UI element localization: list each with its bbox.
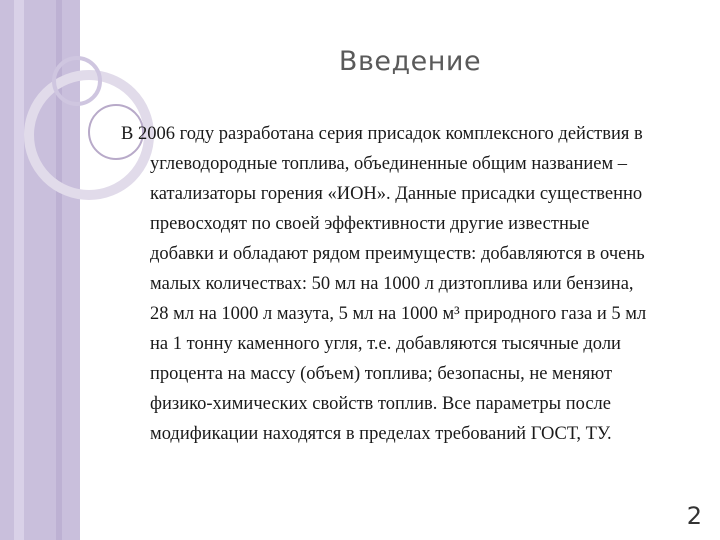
- body-line: модификации находятся в пределах требований ГОСТ, ТУ.: [150, 424, 612, 444]
- body-line: процента на массу (объем) топлива; безопасны, не меняют: [150, 364, 613, 384]
- body-line: В 2006 году разработана серия присадок комплексного действия в: [121, 124, 643, 144]
- slide-body: [121, 119, 706, 449]
- body-line: добавки и обладают рядом преимуществ: добавляются в очень: [150, 244, 645, 264]
- body-line: 28 мл на 1000 л мазута, 5 мл на 1000 м³ природного газа и 5 мл: [150, 304, 647, 324]
- body-line: физико-химических свойств топлив. Все параметры после: [150, 394, 611, 414]
- slide-title: Введение: [338, 46, 482, 77]
- body-line: углеводородные топлива, объединенные общим названием –: [150, 154, 628, 174]
- page-number: 2: [686, 502, 702, 530]
- body-line: превосходят по своей эффективности другие известные: [150, 214, 590, 234]
- body-line: малых количествах: 50 мл на 1000 л дизтоплива или бензина,: [150, 274, 634, 294]
- sidebar-stripe: [14, 0, 24, 540]
- body-line: на 1 тонну каменного угля, т.е. добавляются тысячные доли: [150, 334, 621, 354]
- body-line: катализаторы горения «ИОН». Данные присадки существенно: [150, 184, 643, 204]
